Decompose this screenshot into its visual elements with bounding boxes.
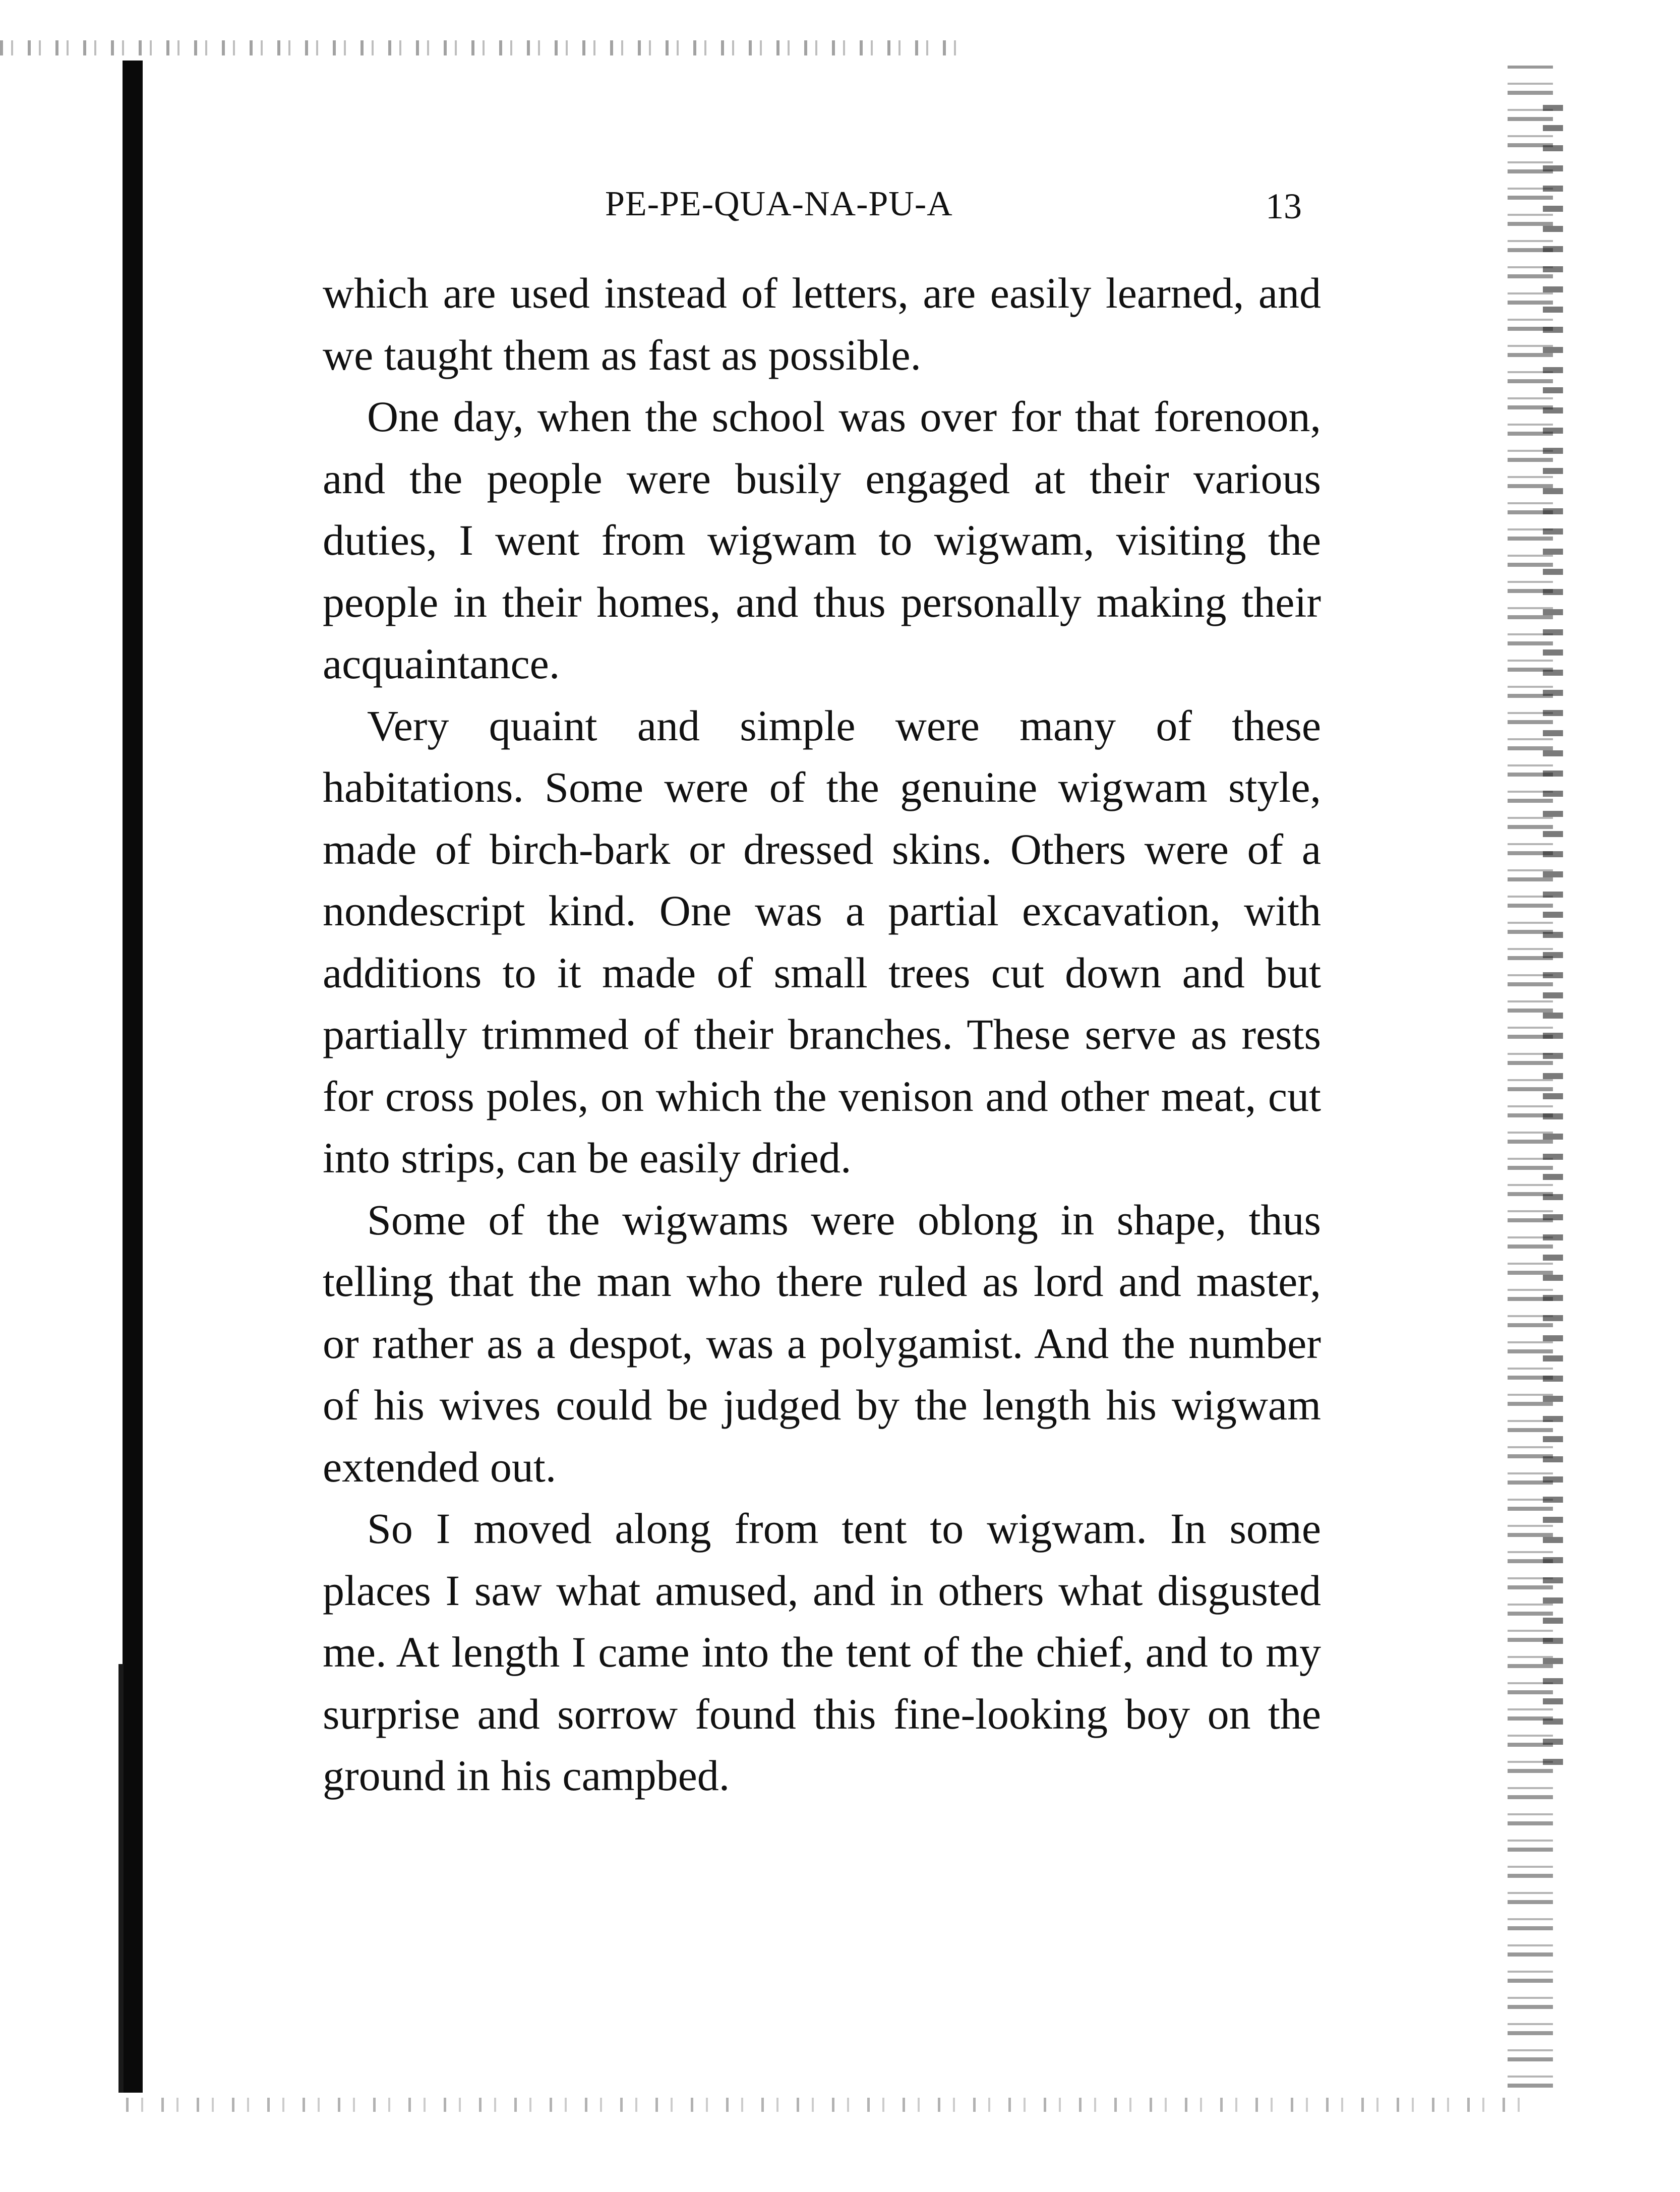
body-text [323,262,1321,1807]
paragraph-3: Very quaint and simple were many of these habitations. Some were of the genuine wigwam style, made of birch-bark or dressed skins. Others were of a nondescript kind. One was a partial excavation, with additions to it made of small trees cut down and but partially trimmed of their branches. These serve as rests for cross poles, on which the venison and other meat, cut into strips, can be easily dried. [323,701,1321,1182]
scan-top-edge [0,40,958,55]
scan-right-edge-dark [1543,101,1563,1765]
book-binding-shadow [123,61,143,2093]
binding-edge [118,1664,124,2093]
page-number: 13 [1266,186,1302,226]
running-title: PE-PE-QUA-NA-PU-A [605,185,953,223]
paragraph-1: which are used instead of letters, are easily learned, and we taught them as fast as possible. [323,269,1321,379]
paragraph-4: Some of the wigwams were oblong in shape, thus telling that the man who there ruled as lord and master, or rather as a despot, was a polygamist. And the number of his wives could be judged by the length his wigwam extended out. [323,1195,1321,1491]
paragraph-5: So I moved along from tent to wigwam. In some places I saw what amused, and in others what disgusted me. At length I came into the tent of the chief, and to my surprise and sorrow found this fine-looking boy on the ground in his campbed. [323,1504,1321,1800]
paragraph-2: One day, when the school was over for that forenoon, and the people were busily engaged at their various duties, I went from wigwam to wigwam, visiting the people in their homes, and thus personally making their acquaintance. [323,392,1321,688]
scan-bottom-edge [126,2098,1528,2112]
